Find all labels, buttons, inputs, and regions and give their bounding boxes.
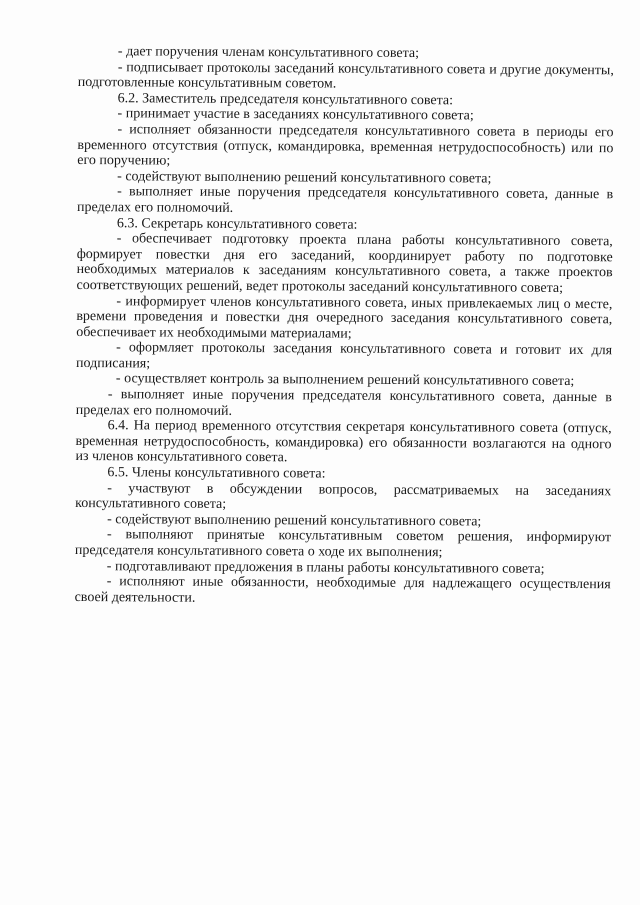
paragraph-16: - участвуют в обсуждении вопросов, рассматриваемых на заседаниях консультативного совета; (75, 480, 612, 513)
paragraph-9: - обеспечивает подготовку проекта плана работы консультативного совета, формирует повестки дня его заседаний, координирует работу по подготовке необходимых материалов к заседаниям консультативного совета, а также проектов соответствующих решений, ведет протоколы заседаний консультативного совета; (76, 231, 613, 296)
paragraph-11: - оформляет протоколы заседания консультативного совета и готовит их для подписания; (76, 340, 613, 372)
paragraph-3: 6.2. Заместитель председателя консультативного совета: (117, 91, 454, 109)
document-body (75, 44, 614, 609)
paragraph-8: 6.3. Секретарь консультативного совета: (116, 215, 358, 233)
paragraph-17: - содействуют выполнению решений консультативного совета; (107, 511, 482, 530)
paragraph-14: 6.4. На период временного отсутствия секретаря консультативного совета (отпуск, временная нетрудоспособность, командировка) его обязанности возлагаются на одного из членов консультативного совета. (75, 418, 612, 466)
paragraph-2: - подписывает протоколы заседаний консультативного совета и другие документы, подготовленные консультативным советом. (77, 59, 614, 92)
paragraph-20: - исполняют иные обязанности, необходимые для надлежащего осуществления своей деятельности. (74, 574, 611, 606)
paragraph-13: - выполняет иные поручения председателя консультативного совета, данные в пределах его полномочий. (75, 387, 612, 419)
paragraph-12: - осуществляет контроль за выполнением решений консультативного совета; (115, 371, 575, 390)
paragraph-19: - подготавливают предложения в планы работы консультативного совета; (106, 558, 545, 577)
paragraph-15: 6.5. Члены консультативного совета: (107, 465, 326, 482)
paragraph-5: - исполняет обязанности председателя консультативного совета в периоды его временного отсутствия (отпуск, командировка, временная нетрудоспособность) или по его поручению; (77, 122, 614, 169)
paragraph-10: - информирует членов консультативного совета, иных привлекаемых лиц о месте, времени проведения и повестки дня очередного заседания консультативного совета, обеспечивает их необходимыми материалами; (76, 293, 613, 342)
paragraph-18: - выполняют принятые консультативным советом решения, информируют председателя консультативного совета о ходе их выполнения; (74, 527, 612, 561)
paragraph-4: - принимает участие в заседаниях консультативного совета; (117, 106, 474, 124)
paragraph-1: - дает поручения членам консультативного совета; (117, 44, 420, 62)
paragraph-7: - выполняет иные поручения председателя консультативного совета, данные в пределах его полномочий. (76, 184, 614, 216)
paragraph-6: - содействуют выполнению решений консультативного совета; (117, 168, 492, 187)
